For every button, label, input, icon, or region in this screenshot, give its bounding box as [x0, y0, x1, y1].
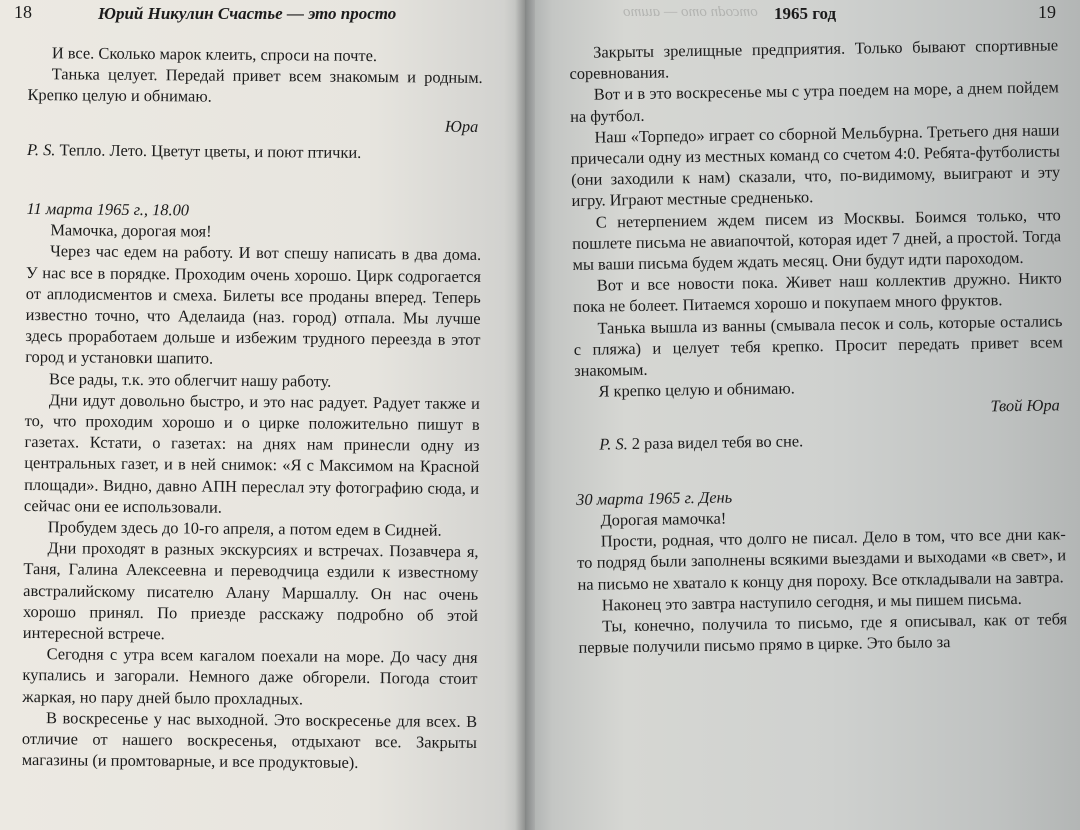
paragraph: Пробудем здесь до 10-го апреля, а потом едем в Сидней. [47, 517, 442, 540]
paragraph: Ты, конечно, получила то письмо, где я описывал, как от тебя первые получили письмо прямо в цирке. Это было за [578, 609, 1068, 658]
left-page [0, 0, 525, 830]
ps-label: P. S. [599, 433, 628, 454]
right-page [525, 0, 1080, 830]
page-number-left: 18 [14, 2, 32, 22]
letter-gap [27, 160, 482, 202]
paragraph: Все рады, т.к. это облегчит нашу работу. [48, 368, 332, 391]
paragraph: Наш «Торпедо» играет со сборной Мельбурна. Третьего дня наши причесали одну из местных команд со счетом 4:0. Ребята-футболисты (они заходили к нам) сказали, что, по-видимому, выиграют и эту игру. Играют местные средненько. [570, 120, 1061, 211]
page-number-right: 19 [1038, 2, 1056, 22]
letter-greeting: Дорогая мамочка! [600, 508, 727, 530]
ps-label: P. S. [26, 139, 56, 160]
left-page-header [14, 0, 483, 28]
paragraph: Через час едем на работу. И вот спешу написать в два дома. У нас все в порядке. Проходим очень хорошо. Цирк содрогается от аплодисментов и смеха. Билеты все проданы вперед. Теперь известно точно, что Аделаида (наз. город) отпала. Мы лучше здесь проработаем дольше и избежим трудного переезда в этот город и установки шапито. [25, 241, 482, 369]
running-head-left: Юрий Никулин Счастье — это просто [98, 4, 397, 23]
show-through-text: отсоdп ото — ашто [623, 4, 758, 20]
ps-text: Тепло. Лето. Цветут цветы, и поют птички. [55, 140, 362, 162]
paragraph: В воскресенье у нас выходной. Это воскресенье для всех. В отличие от нашего воскресенья, отдыхают все. Закрыты магазины (и промтоварные, и все продуктовые). [21, 708, 478, 773]
paragraph: Танька целует. Передай привет всем знакомым и родным. Крепко целую и обнимаю. [27, 64, 483, 107]
left-page-text [22, 42, 483, 774]
postscript [27, 139, 482, 164]
paragraph: Прости, родная, что долго не писал. Дело в том, что все дни как-то подряд были заполнены всякими выездами и выходами «в свет», и на письмо не хватало к концу дня пороху. Все откладывали на завтра. [577, 524, 1067, 594]
paragraph: Дни проходят в разных экскурсиях и встречах. Позавчера я, Таня, Галина Алексеевна и переводчица ездили к известному австралийскому писателю Алану Маршаллу. Он нас очень хорошо принял. По приезде расскажу подробно об этой интересной встрече. [22, 538, 479, 644]
signature-tvoi-yura: Твой Юра [990, 395, 1060, 416]
ps-text: 2 раза видел тебя во сне. [627, 431, 804, 453]
letter-greeting: Мамочка, дорогая моя! [50, 220, 212, 241]
right-page-text [569, 34, 1068, 658]
signature-yura: Юра [444, 116, 479, 136]
paragraph: Вот и в это воскресенье мы с утра поедем на море, а днем пойдем на футбол. [570, 77, 1059, 126]
paragraph: И все. Сколько марок клеить, спроси на почте. [51, 43, 378, 66]
paragraph: Вот и все новости пока. Живет наш коллектив дружно. Никто пока не болеет. Питаемся хорошо и покупаем много фруктов. [573, 268, 1062, 317]
paragraph: Дни идут довольно быстро, и это нас радует. Радует также и то, что проходим хорошо и о цирке положительно пишут в газетах. Кстати, о газетах: на днях нам принесли одну из центральных газет, и в ней снимок: «Я с Максимом на Красной площади». Видно, давно АПН переслал эту фотографию сюда, и сейчас они ее использовали. [23, 390, 480, 517]
running-head-right: 1965 год [774, 4, 837, 23]
paragraph: Наконец это завтра наступило сегодня, и мы пишем письма. [601, 588, 1022, 615]
paragraph: Закрыты зрелищные предприятия. Только бывают спортивные соревнования. [569, 35, 1059, 84]
letter-date: 11 марта 1965 г., 18.00 [26, 199, 190, 220]
paragraph: Танька вышла из ванны (смывала песок и соль, которые остались с пляжа) и целует тебя крепко. Просит передать привет всем знакомым. [573, 310, 1063, 381]
paragraph: Я крепко целую и обнимаю. [598, 378, 795, 401]
paragraph: Сегодня с утра всем кагалом поехали на море. До часу дня купались и загорали. Немного даже обгорели. Погода стоит жаркая, но пару дней было прохладных. [22, 644, 478, 709]
letter-date: 30 марта 1965 г. День [576, 487, 733, 509]
paragraph: С нетерпением ждем писем из Москвы. Боимся только, что пошлете письма не авиапочтой, которая идет 7 дней, а простой. Тогда мы ваши письма будем ждать месяц. Они будут идти пароходом. [572, 204, 1062, 275]
right-page-header [569, 0, 1058, 28]
